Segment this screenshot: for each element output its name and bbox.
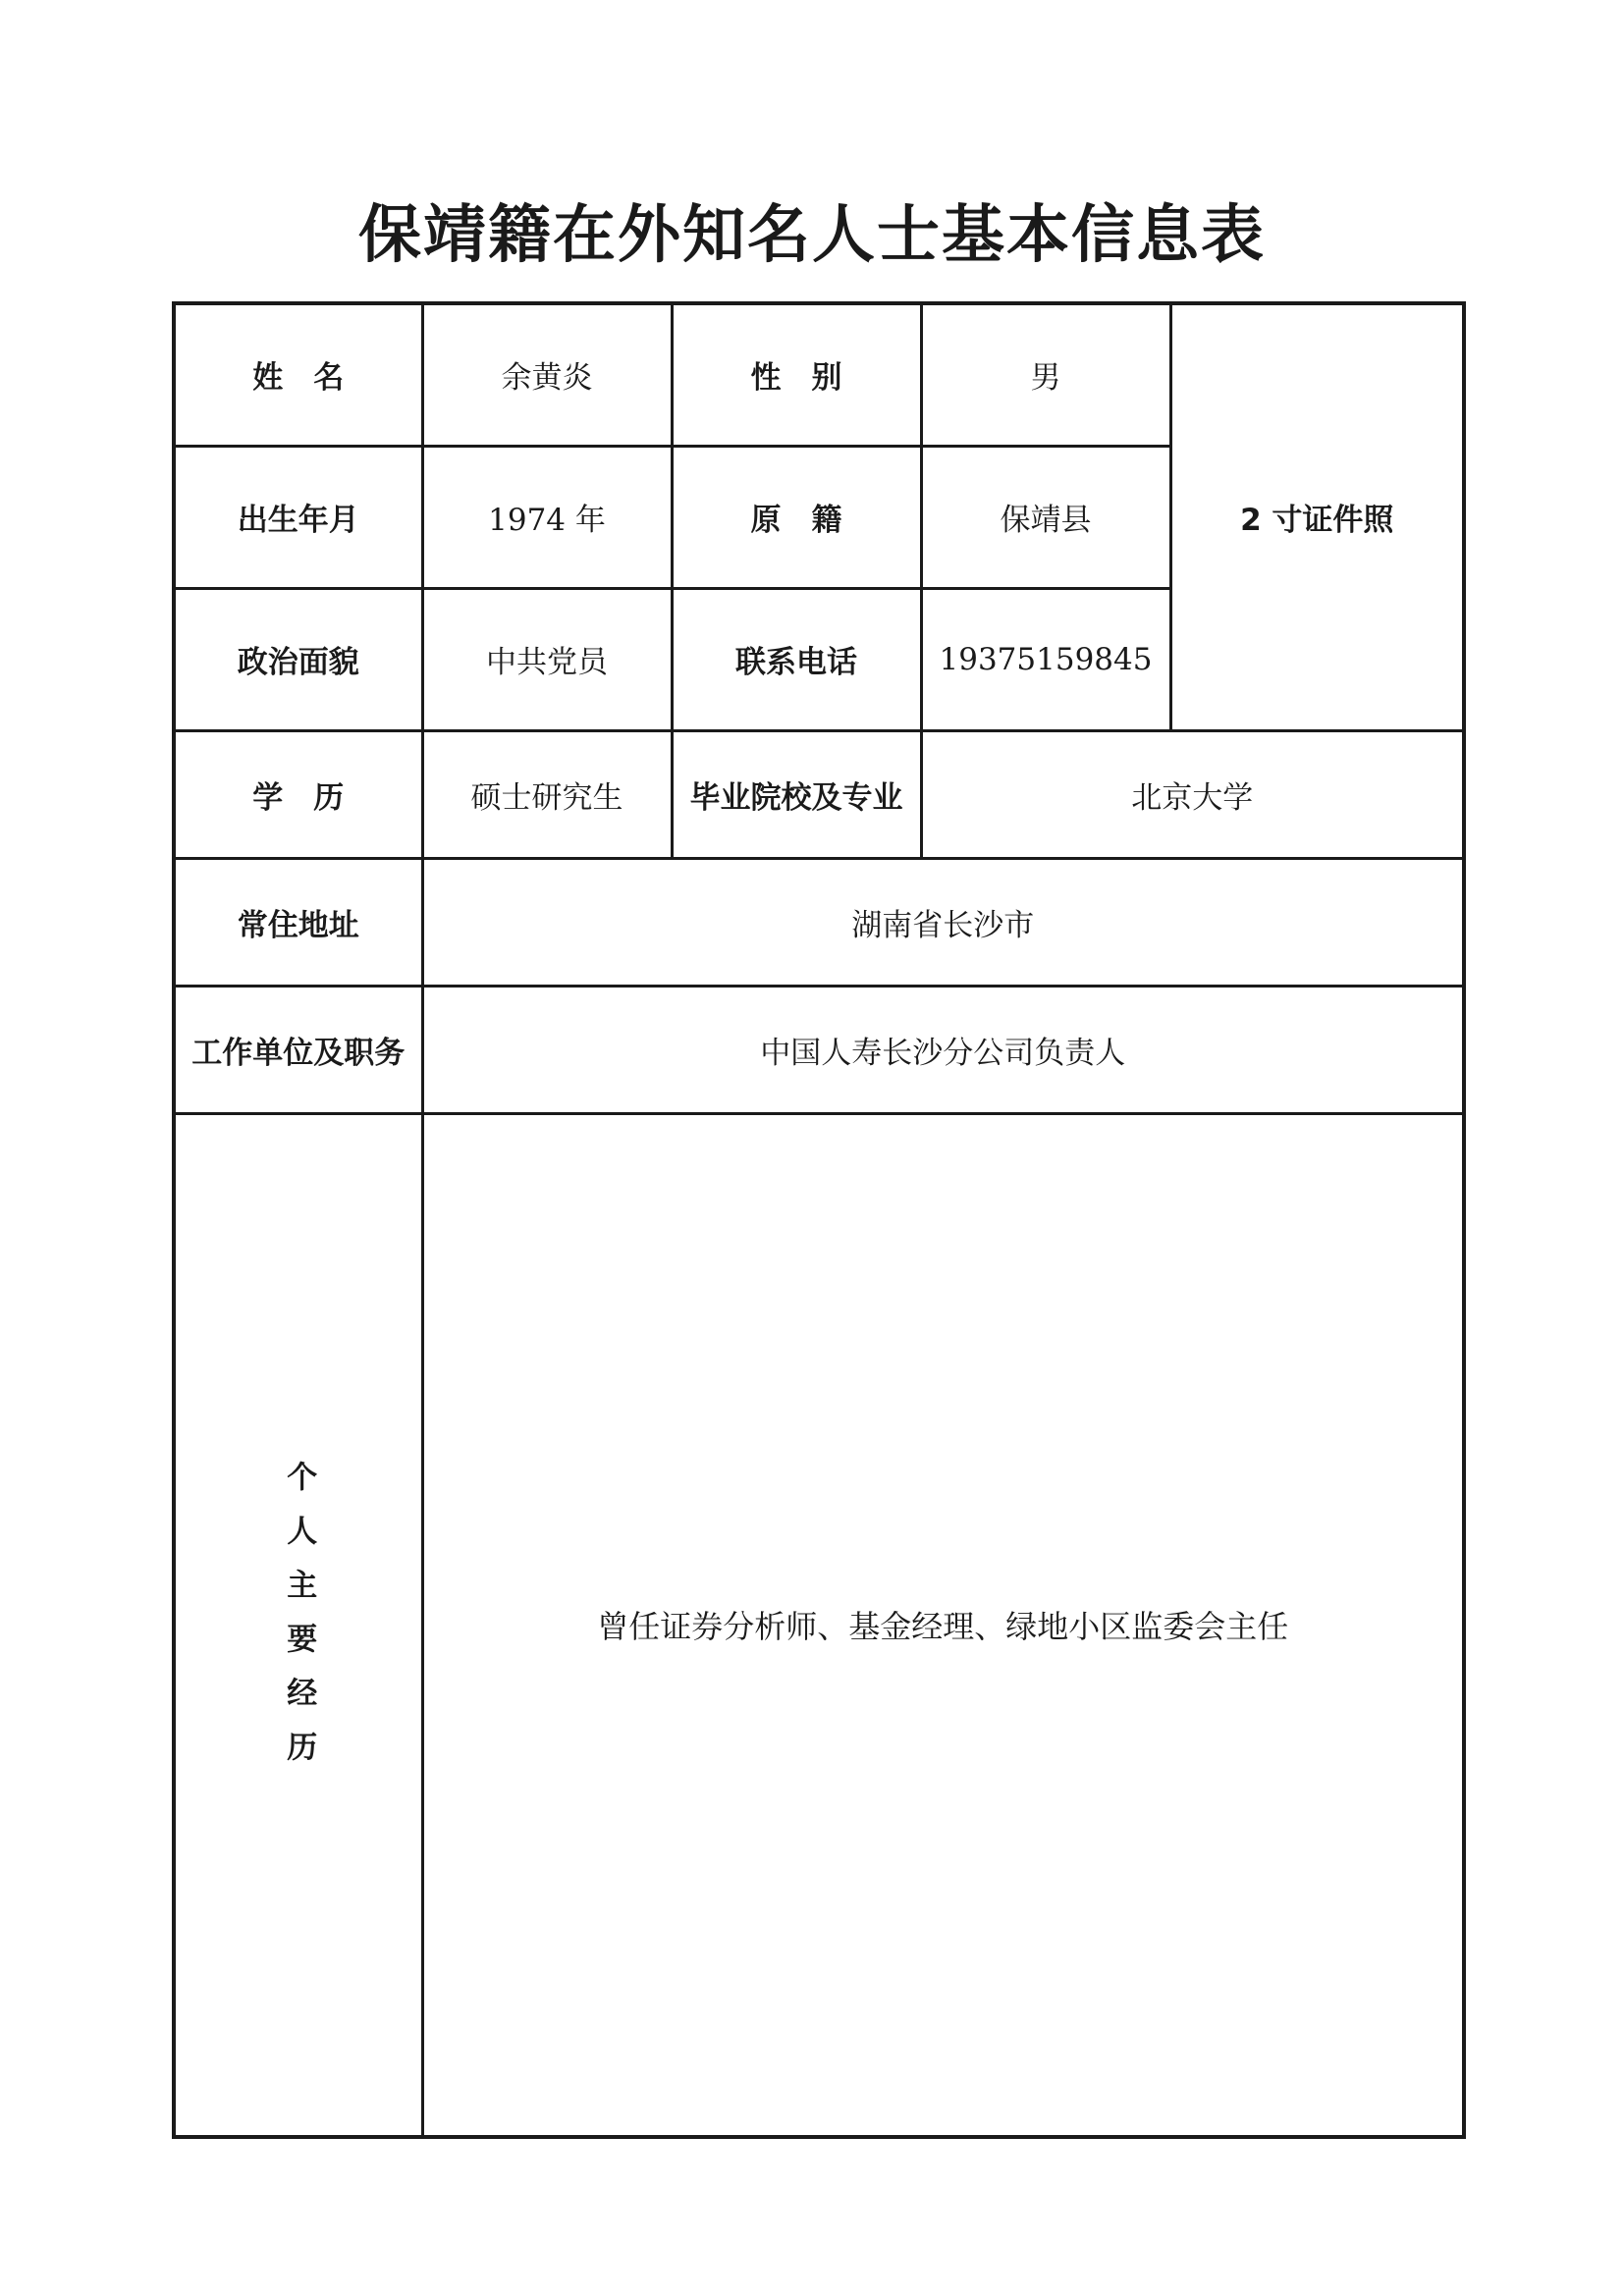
row-name-gender bbox=[174, 303, 1464, 446]
school-major-value: 北京大学 bbox=[921, 730, 1464, 858]
address-value: 湖南省长沙市 bbox=[422, 858, 1464, 986]
workplace-value: 中国人寿长沙分公司负责人 bbox=[422, 986, 1464, 1113]
education-value: 硕士研究生 bbox=[422, 730, 672, 858]
experience-label: 个人主要经历 bbox=[281, 1461, 317, 1786]
workplace-label: 工作单位及职务 bbox=[174, 986, 422, 1113]
info-form-table bbox=[172, 301, 1466, 2139]
row-experience bbox=[174, 1113, 1464, 2137]
gender-value: 男 bbox=[921, 303, 1170, 446]
origin-label: 原 籍 bbox=[672, 446, 921, 588]
school-major-label: 毕业院校及专业 bbox=[672, 730, 921, 858]
row-workplace bbox=[174, 986, 1464, 1113]
political-label: 政治面貌 bbox=[174, 588, 422, 730]
photo-placeholder: 2 寸证件照 bbox=[1170, 303, 1464, 730]
gender-label: 性 别 bbox=[672, 303, 921, 446]
political-value: 中共党员 bbox=[422, 588, 672, 730]
address-label: 常住地址 bbox=[174, 858, 422, 986]
row-education bbox=[174, 730, 1464, 858]
phone-value: 19375159845 bbox=[921, 588, 1170, 730]
experience-label-cell bbox=[174, 1113, 422, 2137]
name-value: 余黄炎 bbox=[422, 303, 672, 446]
education-label: 学 历 bbox=[174, 730, 422, 858]
page-title: 保靖籍在外知名人士基本信息表 bbox=[358, 198, 1266, 272]
name-label: 姓 名 bbox=[174, 303, 422, 446]
birth-value: 1974 年 bbox=[422, 446, 672, 588]
row-address bbox=[174, 858, 1464, 986]
experience-value: 曾任证券分析师、基金经理、绿地小区监委会主任 bbox=[422, 1113, 1464, 2137]
origin-value: 保靖县 bbox=[921, 446, 1170, 588]
birth-label: 出生年月 bbox=[174, 446, 422, 588]
phone-label: 联系电话 bbox=[672, 588, 921, 730]
